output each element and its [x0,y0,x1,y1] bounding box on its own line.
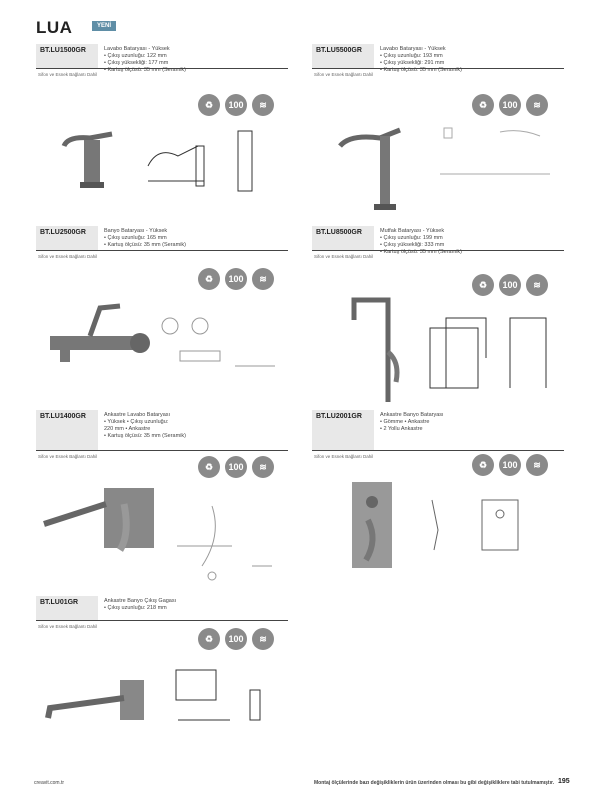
product-photo [330,116,410,216]
feature-icons [472,274,548,296]
technical-drawing [170,660,280,730]
new-badge: YENİ [92,21,116,31]
eco-icon: ♻ [472,454,494,476]
feature-icons [198,268,274,290]
product-note: Sifon ve Esnek Bağlantı Dahil [314,254,374,259]
product-photo [50,116,130,196]
warranty-icon: 100 [499,454,521,476]
product-code: BT.LU01GR [36,596,98,620]
warranty-icon: 100 [225,268,247,290]
footer-disclaimer: Montaj ölçülerinde bazı değişikliklerin ürün üzerinden olması bu gibi değişikliklere tabi tutulmamıştır. [314,780,555,786]
product-card [36,410,288,459]
product-card [312,44,564,77]
product-card [36,44,288,77]
technical-drawing [138,126,273,196]
flow-icon: ≋ [252,456,274,478]
feature-icons [198,628,274,650]
page-title: LUA [36,18,73,37]
technical-drawing [172,496,282,586]
product-card [36,596,288,629]
warranty-icon: 100 [225,456,247,478]
footer-website[interactable]: creavit.com.tr [34,780,65,786]
eco-icon: ♻ [472,274,494,296]
flow-icon: ≋ [252,268,274,290]
technical-drawing [426,308,556,392]
product-specs: Lavabo Bataryası - Yüksek • Çıkış uzunluğu: 193 mm • Çıkış yüksekliği: 291 mm • Kartuş ölçüsü: 35 mm (Seramik) [380,46,463,73]
eco-icon: ♻ [472,94,494,116]
product-code: BT.LU5500GR [312,44,374,68]
product-note: Sifon ve Esnek Bağlantı Dahil [38,254,98,259]
eco-icon: ♻ [198,94,220,116]
product-specs: Banyo Bataryası - Yüksek • Çıkış uzunluğu: 165 mm • Kartuş ölçüsü: 35 mm (Seramik) [104,228,187,248]
product-code: BT.LU1500GR [36,44,98,68]
product-code: BT.LU2001GR [312,410,374,450]
flow-icon: ≋ [252,628,274,650]
eco-icon: ♻ [198,268,220,290]
product-specs: Ankastre Lavabo Bataryası • Yüksek • Çıkış uzunluğu: 220 mm • Ankastre • Kartuş ölçüsü: 35 mm (Seramik) [104,412,187,439]
product-note: Sifon ve Esnek Bağlantı Dahil [314,454,374,459]
warranty-icon: 100 [225,628,247,650]
flow-icon: ≋ [252,94,274,116]
product-card [36,226,288,259]
product-code: BT.LU8500GR [312,226,374,250]
product-code: BT.LU2500GR [36,226,98,250]
technical-drawing [422,490,522,560]
technical-drawing [430,124,560,194]
flow-icon: ≋ [526,94,548,116]
product-photo [348,480,398,570]
eco-icon: ♻ [198,456,220,478]
warranty-icon: 100 [499,94,521,116]
product-specs: Lavabo Bataryası - Yüksek • Çıkış uzunluğu: 122 mm • Çıkış yüksekliği: 177 mm • Kartuş ölçüsü: 35 mm (Seramik) [104,46,187,73]
product-note: Sifon ve Esnek Bağlantı Dahil [38,624,98,629]
product-specs: Ankastre Banyo Çıkış Gagası • Çıkış uzunluğu: 218 mm [104,598,177,611]
page-number: 195 [558,778,570,785]
product-photo [40,484,160,564]
feature-icons [472,94,548,116]
product-note: Sifon ve Esnek Bağlantı Dahil [38,454,98,459]
product-card [312,410,564,459]
flow-icon: ≋ [526,454,548,476]
feature-icons [198,94,274,116]
warranty-icon: 100 [499,274,521,296]
eco-icon: ♻ [198,628,220,650]
product-photo [340,292,420,412]
product-code: BT.LU1400GR [36,410,98,450]
warranty-icon: 100 [225,94,247,116]
flow-icon: ≋ [526,274,548,296]
product-specs: Mutfak Bataryası - Yüksek • Çıkış uzunluğu: 199 mm • Çıkış yüksekliği: 333 mm • Kartuş ölçüsü: 35 mm (Seramik) [380,228,463,255]
product-note: Sifon ve Esnek Bağlantı Dahil [314,72,374,77]
product-photo [40,674,150,734]
technical-drawing [155,296,280,406]
feature-icons [198,456,274,478]
product-photo [40,296,160,376]
product-card [312,226,564,259]
feature-icons [472,454,548,476]
product-specs: Ankastre Banyo Bataryası • Gömme • Ankastre • 2 Yollu Ankastre [380,412,444,432]
product-note: Sifon ve Esnek Bağlantı Dahil [38,72,98,77]
